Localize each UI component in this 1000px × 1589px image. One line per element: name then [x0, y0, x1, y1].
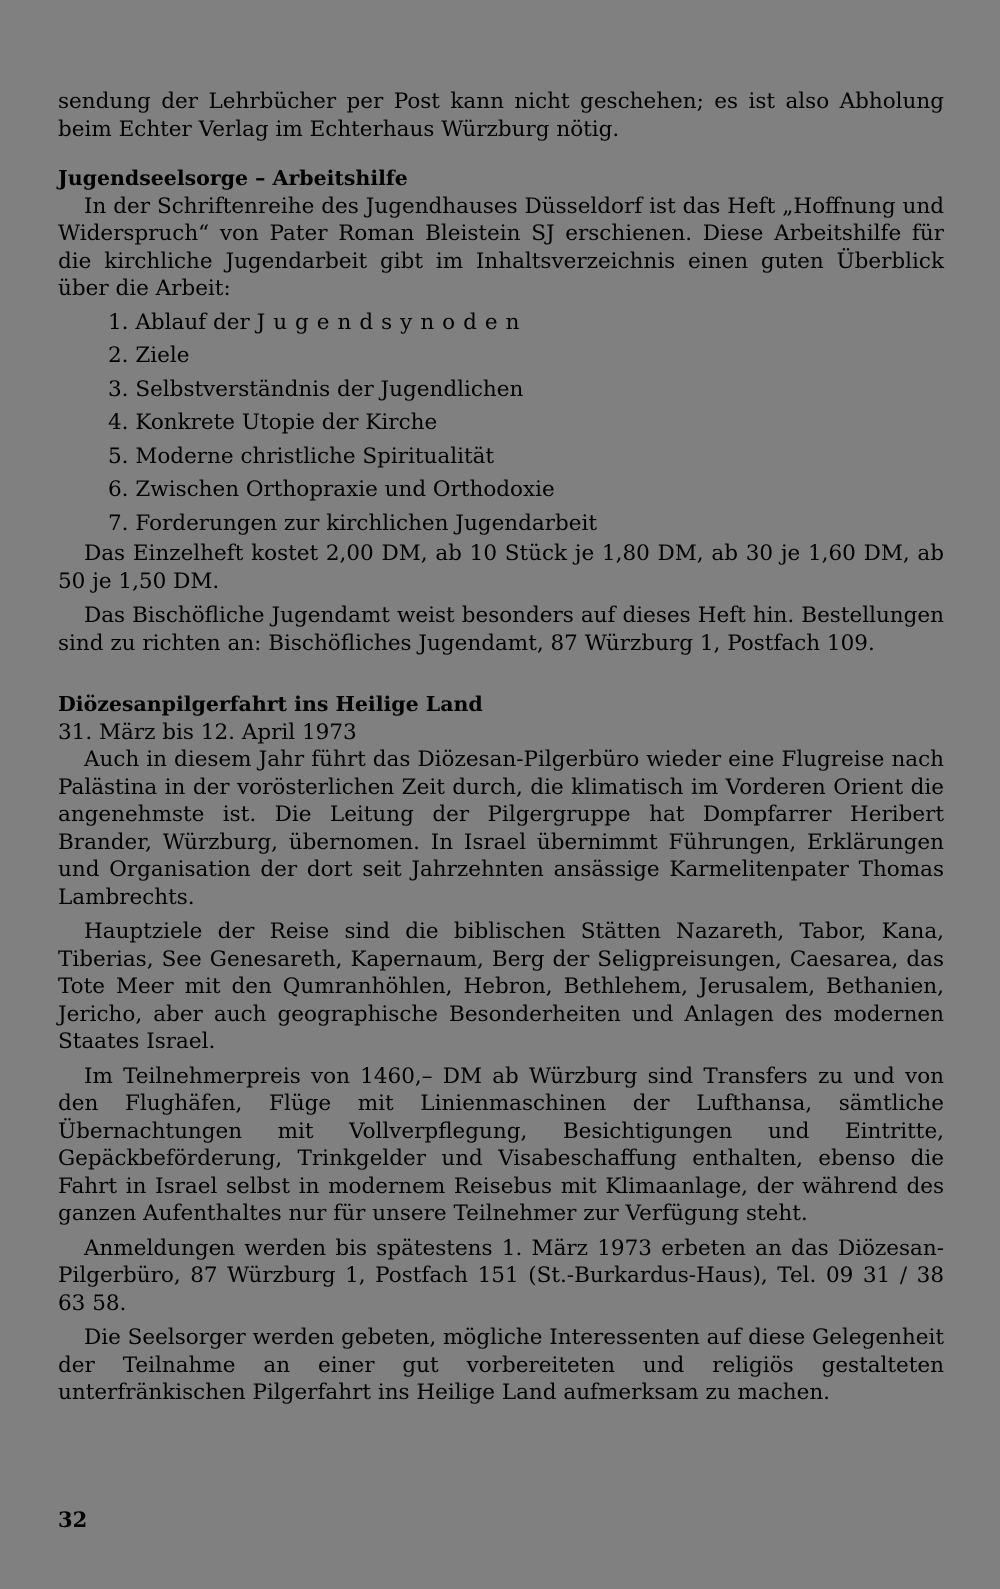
pilgrimage-paragraph: Im Teilnehmerpreis von 1460,– DM ab Würzburg sind Transfers zu und von den Flughäfen, Flüge mit Linienmaschinen der Lufthansa, sämtliche Übernachtungen mit Vollverpflegung, Besichtigungen und Eintritte, Gepäckbeförderung, Trinkgelder und Visabeschaffung enthalten, ebenso die Fahrt in Israel selbst in modernem Reisebus mit Klimaanlage, der während des ganzen Aufenthaltes nur für unsere Teilnehmer zur Verfügung steht. — [58, 1063, 944, 1226]
list-item — [108, 306, 944, 340]
pilgrimage-paragraph: Die Seelsorger werden gebeten, mögliche Interessenten auf diese Gelegenheit der Teilnahme an einer gut vorbereiteten und religiös gestalteten unterfränkischen Pilgerfahrt ins Heilige Land aufmerksam zu machen. — [58, 1325, 945, 1405]
list-item-prefix: 1. Ablauf der — [108, 309, 257, 335]
pilgrimage-paragraph: Anmeldungen werden bis spätestens 1. März 1973 erbeten an das Diözesan-Pilgerbüro, 87 Würzburg 1, Postfach 151 (St.-Burkardus-Haus), Tel. 09 31 / 38 63 58. — [58, 1235, 944, 1316]
intro-paragraph: sendung der Lehrbücher per Post kann nicht geschehen; es ist also Abholung beim Echter Verlag im Echterhaus Würzburg nötig. — [58, 89, 944, 142]
list-item: 2. Ziele — [108, 343, 190, 368]
list-item: 5. Moderne christliche Spiritualität — [108, 443, 495, 469]
pilgrimage-paragraph: Auch in diesem Jahr führt das Diözesan-Pilgerbüro wieder eine Flugreise nach Palästina in der vorösterlichen Zeit durch, die klimatisch im Vorderen Orient die angenehmste ist. Die Leitung der Pilgergruppe hat Dompfarrer Heribert Brander, Würzburg, übernomen. In Israel übernimmt Führungen, Erklärungen und Organisation der dort seit Jahrzehnten ansässige Karmelitenpater Thomas Lambrechts. — [58, 747, 944, 910]
order-paragraph: Das Bischöfliche Jugendamt weist besonders auf dieses Heft hin. Bestellungen sind zu richten an: Bischöfliches Jugendamt, 87 Würzburg 1, Postfach 109. — [58, 603, 944, 656]
section-heading-jugendseelsorge: Jugendseelsorge – Arbeitshilfe — [58, 166, 408, 190]
page-content — [58, 88, 944, 1407]
event-date: 31. März bis 12. April 1973 — [58, 719, 357, 745]
list-item-spaced-word: Jugendsynoden — [256, 309, 528, 335]
section-heading-pilgerfahrt: Diözesanpilgerfahrt ins Heilige Land — [58, 692, 483, 716]
price-paragraph: Das Einzelheft kostet 2,00 DM, ab 10 Stück je 1,80 DM, ab 30 je 1,60 DM, ab 50 je 1,50 DM. — [58, 541, 944, 594]
section1-intro-paragraph: In der Schriftenreihe des Jugendhauses Düsseldorf ist das Heft „Hoffnung und Widerspruch“ von Pater Roman Bleistein SJ erschienen. Diese Arbeitshilfe für die kirchliche Jugendarbeit gibt im Inhaltsverzeichnis einen guten Überblick über die Arbeit: — [58, 193, 944, 301]
list-item: 6. Zwischen Orthopraxie und Orthodoxie — [108, 477, 555, 502]
list-item: 7. Forderungen zur kirchlichen Jugendarbeit — [108, 510, 597, 536]
table-of-contents-list — [58, 306, 944, 541]
page-number: 32 — [58, 1507, 88, 1532]
pilgrimage-paragraph: Hauptziele der Reise sind die biblischen Stätten Nazareth, Tabor, Kana, Tiberias, See Genesareth, Kapernaum, Berg der Seligpreisungen, Caesarea, das Tote Meer mit den Qumranhöhlen, Hebron, Bethlehem, Jerusalem, Bethanien, Jericho, aber auch geographische Besonderheiten und Anlagen des modernen Staates Israel. — [58, 919, 944, 1054]
list-item: 4. Konkrete Utopie der Kirche — [108, 410, 438, 435]
list-item: 3. Selbstverständnis der Jugendlichen — [108, 376, 524, 402]
